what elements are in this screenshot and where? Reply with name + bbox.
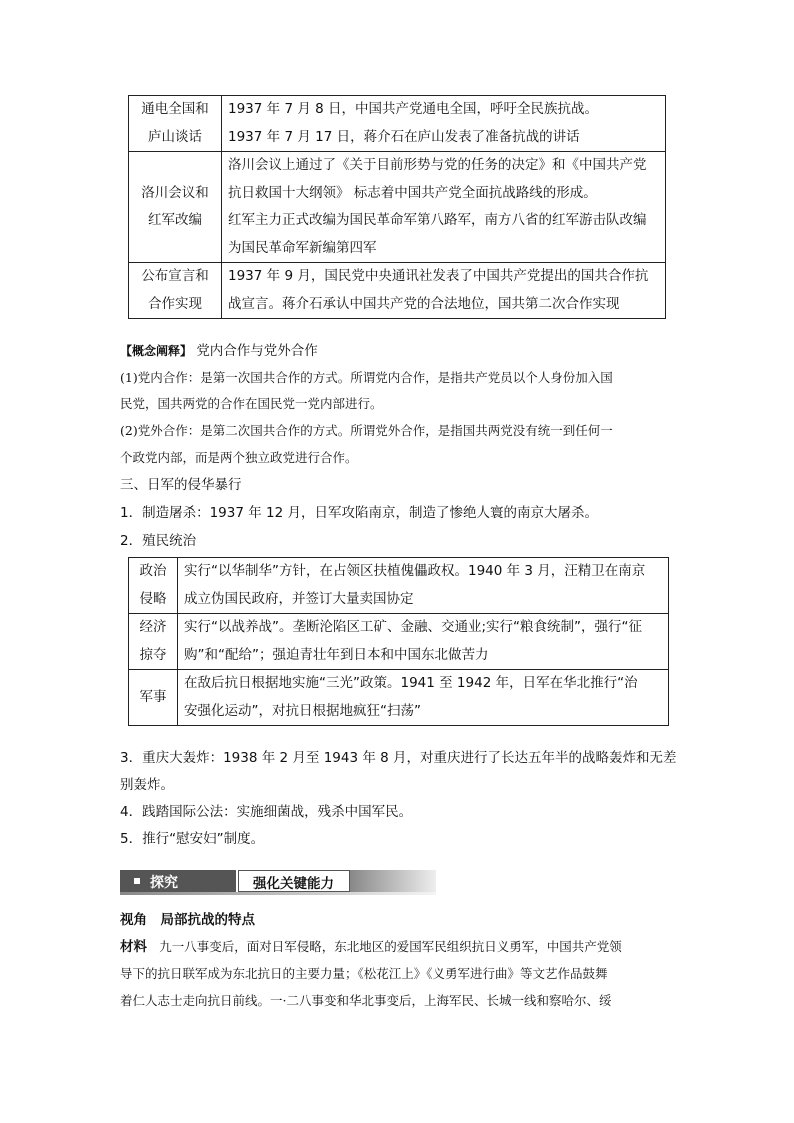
material-line	[120, 934, 622, 960]
row-head	[129, 263, 222, 319]
table-row	[129, 614, 669, 670]
concept-title: 党内合作与党外合作	[196, 343, 318, 359]
content-line: 购”和“配给”；强迫青壮年到日本和中国东北做苦力	[184, 646, 489, 663]
banner-label: 探究	[150, 875, 178, 891]
banner-underline	[120, 892, 436, 895]
material-label: 材料	[120, 939, 147, 955]
banner-fade-decoration	[350, 870, 436, 892]
row-head-line: 掠夺	[139, 646, 167, 663]
row-head-line: 红军改编	[148, 212, 202, 228]
colonial-rule-table	[128, 557, 669, 726]
list-item: 3．重庆大轰炸：1938 年 2 月至 1943 年 8 月，对重庆进行了长达五年半的战略轰炸和无差	[120, 750, 677, 766]
row-head	[129, 152, 222, 263]
list-item: 5．推行“慰安妇”制度。	[120, 831, 265, 847]
row-content	[178, 670, 669, 726]
concept-heading	[120, 338, 318, 364]
content-line: 1937 年 9 月，国民党中央通讯社发表了中国共产党提出的国共合作抗	[228, 268, 649, 284]
concept-line: (1)党内合作：是第一次国共合作的方式。所谓党内合作，是指共产党员以个人身份加入国	[120, 370, 613, 385]
section-heading: 三、日军的侵华暴行	[120, 477, 242, 493]
concept-tag: 【概念阐释】	[120, 344, 193, 358]
row-head-line: 庐山谈话	[148, 128, 202, 145]
row-head-line: 侵略	[139, 590, 167, 607]
square-bullet-icon	[134, 878, 140, 884]
united-front-table	[128, 95, 666, 319]
content-line: 红军主力正式改编为国民革命军第八路军，南方八省的红军游击队改编	[228, 212, 647, 228]
list-item: 2．殖民统治	[120, 533, 197, 549]
row-content	[178, 558, 669, 614]
content-line: 实行“以战养战”。垄断沦陷区工矿、金融、交通业;实行“粮食统制”，强行“征	[184, 619, 643, 635]
table-row	[129, 96, 666, 152]
material-text: 九一八事变后，面对日军侵略，东北地区的爱国军民组织抗日义勇军，中国共产党领	[159, 939, 622, 954]
concept-line: (2)党外合作：是第二次国共合作的方式。所谓党外合作，是指国共两党没有统一到任何一	[120, 423, 613, 438]
content-line: 实行“以华制华”方针，在占领区扶植傀儡政权。1940 年 3 月，汪精卫在南京	[184, 563, 646, 579]
concept-line: 民党，国共两党的合作在国民党一党内部进行。	[120, 396, 383, 411]
content-line: 为国民革命军新编第四军	[228, 239, 377, 256]
row-head	[129, 670, 178, 726]
table-row	[129, 152, 666, 263]
table-row	[129, 263, 666, 319]
explore-banner	[120, 866, 436, 896]
row-head-line: 军事	[139, 688, 167, 705]
row-head	[129, 614, 178, 670]
banner-tag-box	[238, 870, 350, 892]
banner-tag: 强化关键能力	[253, 876, 334, 892]
row-head-line: 公布宣言和	[141, 268, 209, 284]
row-head-line: 洛川会议和	[141, 184, 209, 201]
table-row	[129, 558, 669, 614]
list-item-continuation: 别轰炸。	[120, 777, 174, 793]
row-head	[129, 96, 222, 152]
row-content	[222, 263, 666, 319]
list-item: 1．制造屠杀：1937 年 12 月，日军攻陷南京，制造了惨绝人寰的南京大屠杀。	[120, 505, 598, 521]
material-text: 导下的抗日联军成为东北抗日的主要力量；《松花江上》《义勇军进行曲》等文艺作品鼓舞	[120, 966, 608, 981]
row-head-line: 合作实现	[148, 295, 202, 312]
row-content	[222, 152, 666, 263]
row-head	[129, 558, 178, 614]
table-row	[129, 670, 669, 726]
perspective-heading: 视角 局部抗战的特点	[120, 912, 255, 928]
row-content	[222, 96, 666, 152]
banner-label-box	[120, 870, 236, 892]
content-line: 战宣言。蒋介石承认中国共产党的合法地位，国共第二次合作实现	[228, 295, 620, 312]
row-head-line: 政治	[139, 563, 167, 579]
row-head-line: 经济	[139, 619, 167, 635]
content-line: 洛川会议上通过了《关于目前形势与党的任务的决定》和《中国共产党	[228, 157, 647, 173]
row-head-line: 通电全国和	[141, 101, 209, 117]
content-line: 安强化运动”，对抗日根据地疯狂“扫荡”	[184, 702, 421, 719]
material-text: 着仁人志士走向抗日前线。一·二八事变和华北事变后，上海军民、长城一线和察哈尔、绥	[120, 993, 612, 1008]
row-content	[178, 614, 669, 670]
content-line: 成立伪国民政府，并签订大量卖国协定	[184, 590, 414, 607]
concept-line: 个政党内部，而是两个独立政党进行合作。	[120, 450, 358, 465]
content-line: 在敌后抗日根据地实施“三光”政策。1941 至 1942 年，日军在华北推行“治	[184, 675, 638, 691]
content-line: 抗日救国十大纲领》 标志着中国共产党全面抗战路线的形成。	[228, 184, 597, 201]
content-line: 1937 年 7 月 17 日，蒋介石在庐山发表了准备抗战的讲话	[228, 128, 580, 145]
content-line: 1937 年 7 月 8 日，中国共产党通电全国，呼吁全民族抗战。	[228, 101, 598, 117]
list-item: 4．践踏国际公法：实施细菌战，残杀中国军民。	[120, 804, 413, 820]
